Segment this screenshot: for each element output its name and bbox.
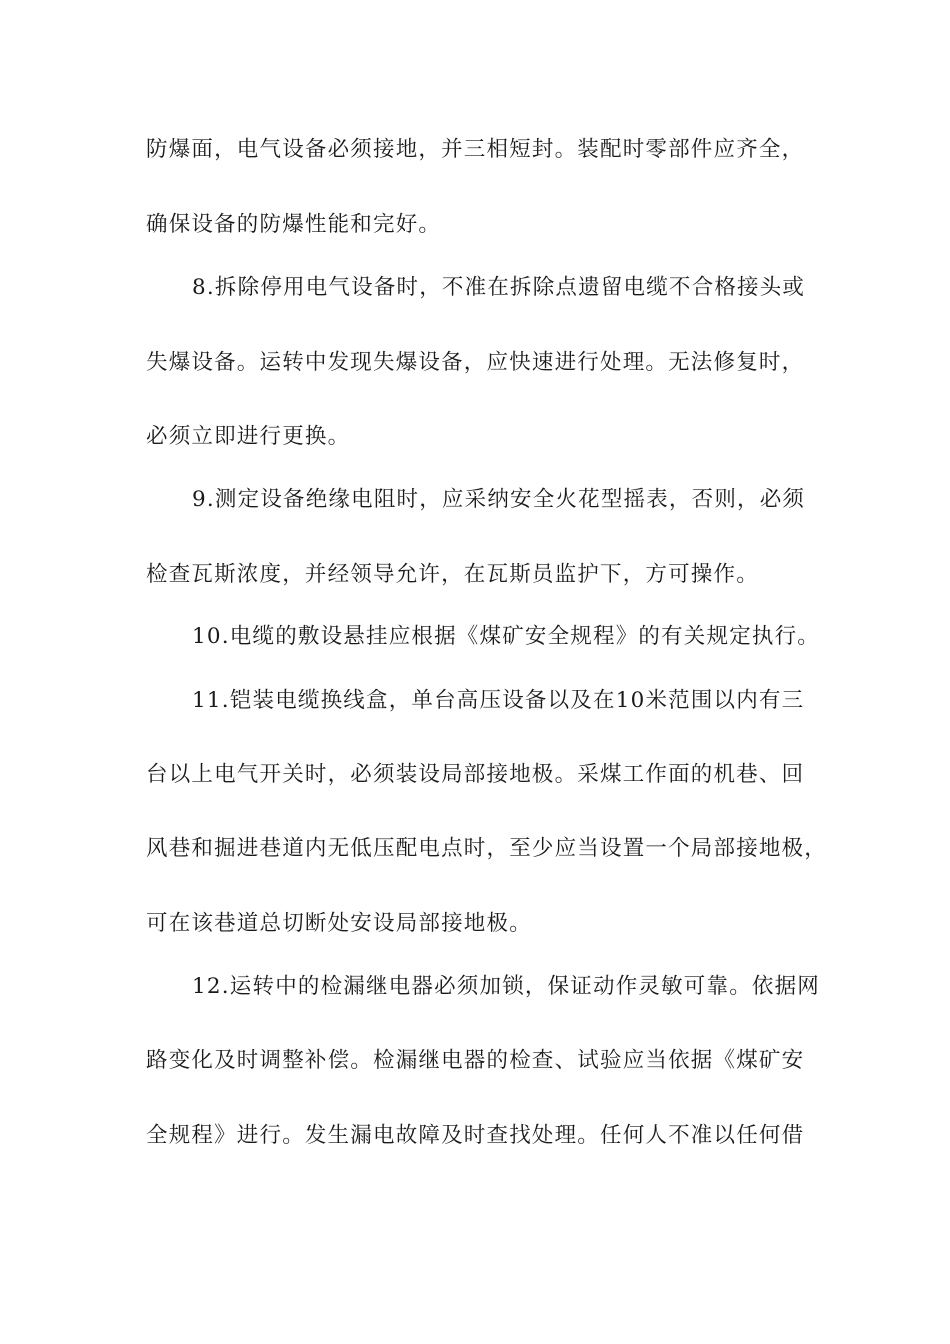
text-line: 路变化及时调整补偿。检漏继电器的检查、试验应当依据《煤矿安 xyxy=(146,1048,805,1073)
text-line: 可在该巷道总切断处安设局部接地极。 xyxy=(146,911,532,936)
text-line: 确保设备的防爆性能和完好。 xyxy=(146,212,442,237)
text-line: 11.铠装电缆换线盒，单台高压设备以及在10米范围以内有三 xyxy=(192,688,805,713)
text-line: 失爆设备。运转中发现失爆设备，应快速进行处理。无法修复时， xyxy=(146,350,805,375)
text-line: 防爆面，电气设备必须接地，并三相短封。装配时零部件应齐全， xyxy=(146,137,805,162)
text-line: 10.电缆的敷设悬挂应根据《煤矿安全规程》的有关规定执行。 xyxy=(192,624,820,649)
text-line: 检查瓦斯浓度，并经领导允许，在瓦斯员监护下，方可操作。 xyxy=(146,562,759,587)
text-line: 必须立即进行更换。 xyxy=(146,424,351,449)
text-line: 台以上电气开关时，必须装设局部接地极。采煤工作面的机巷、回 xyxy=(146,762,805,787)
text-line: 12.运转中的检漏继电器必须加锁，保证动作灵敏可靠。依据网 xyxy=(192,974,820,999)
text-line: 8.拆除停用电气设备时，不准在拆除点遗留电缆不合格接头或 xyxy=(192,275,806,300)
text-line: 全规程》进行。发生漏电故障及时查找处理。任何人不准以任何借 xyxy=(146,1123,805,1148)
text-line: 风巷和掘进巷道内无低压配电点时，至少应当设置一个局部接地极， xyxy=(146,836,828,861)
text-line: 9.测定设备绝缘电阻时，应采纳安全火花型摇表，否则，必须 xyxy=(192,487,806,512)
